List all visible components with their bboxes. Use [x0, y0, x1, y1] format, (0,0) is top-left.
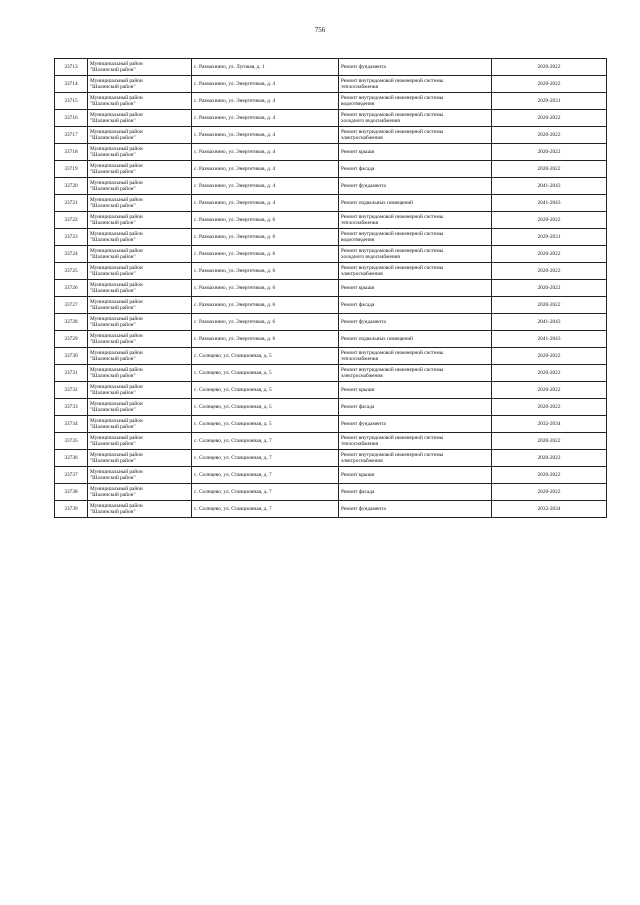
address-cell: с. Солнцево, ул. Станционная, д. 5: [192, 348, 339, 365]
address-cell: с. Размахнино, ул. Энергетиков, д. 4: [192, 127, 339, 144]
table-row: [55, 195, 607, 212]
address-cell: с. Размахнино, ул. Энергетиков, д. 6: [192, 229, 339, 246]
municipality-cell: [88, 93, 192, 110]
work-type-cell: [339, 144, 492, 161]
municipality-line: Муниципальный район: [90, 197, 143, 203]
municipality-cell: [88, 433, 192, 450]
municipality-cell: [88, 450, 192, 467]
work-type-line-2: электроснабжения: [341, 135, 383, 141]
municipality-line: Муниципальный район: [90, 248, 143, 254]
municipality-name-line: "Шалинский район": [90, 339, 136, 345]
municipality-line: Муниципальный район: [90, 265, 143, 271]
municipality-cell: [88, 314, 192, 331]
municipality-line: Муниципальный район: [90, 214, 143, 220]
work-type-line: Ремонт внутридомовой инженерной системы: [341, 95, 444, 101]
work-type-cell: [339, 229, 492, 246]
municipality-name-line: "Шалинский район": [90, 84, 136, 90]
address-cell: с. Размахнино, ул. Энергетиков, д. 4: [192, 93, 339, 110]
work-type-line-2: электроснабжения: [341, 458, 383, 464]
municipality-line: Муниципальный район: [90, 299, 143, 305]
work-type-line: Ремонт фасада: [341, 404, 375, 410]
period-cell: 2020-2022: [492, 144, 607, 161]
municipality-name-line: "Шалинский район": [90, 322, 136, 328]
address-cell: с. Размахнино, ул. Энергетиков, д. 6: [192, 331, 339, 348]
municipality-name-line: "Шалинский район": [90, 509, 136, 515]
registry-table-body: [55, 59, 607, 518]
municipality-cell: [88, 467, 192, 484]
table-row: [55, 433, 607, 450]
table-row: [55, 416, 607, 433]
municipality-line: Муниципальный район: [90, 503, 143, 509]
row-number-cell: 33730: [55, 348, 88, 365]
work-type-cell: [339, 450, 492, 467]
table-row: [55, 144, 607, 161]
table-row: [55, 110, 607, 127]
row-number-cell: 33726: [55, 280, 88, 297]
municipality-line: Муниципальный район: [90, 316, 143, 322]
work-type-line-2: водоотведения: [341, 101, 375, 107]
table-row: [55, 331, 607, 348]
row-number-cell: 33739: [55, 501, 88, 518]
municipality-cell: [88, 212, 192, 229]
row-number-cell: 33737: [55, 467, 88, 484]
municipality-line: Муниципальный район: [90, 350, 143, 356]
table-row: [55, 212, 607, 229]
address-cell: с. Размахнино, ул. Луговая, д. 1: [192, 59, 339, 76]
table-row: [55, 229, 607, 246]
work-type-cell: [339, 501, 492, 518]
work-type-line-2: холодного водоснабжения: [341, 118, 400, 124]
municipality-line: Муниципальный район: [90, 469, 143, 475]
period-cell: 2041-2043: [492, 314, 607, 331]
municipality-name-line: "Шалинский район": [90, 407, 136, 413]
address-cell: с. Солнцево, ул. Станционная, д. 7: [192, 467, 339, 484]
municipality-name-line: "Шалинский район": [90, 152, 136, 158]
address-cell: с. Размахнино, ул. Энергетиков, д. 4: [192, 178, 339, 195]
period-cell: 2020-2022: [492, 484, 607, 501]
row-number-cell: 33722: [55, 212, 88, 229]
work-type-cell: [339, 416, 492, 433]
row-number-cell: 33727: [55, 297, 88, 314]
municipality-name-line: "Шалинский район": [90, 169, 136, 175]
period-cell: 2020-2022: [492, 110, 607, 127]
row-number-cell: 33720: [55, 178, 88, 195]
period-cell: 2020-2022: [492, 246, 607, 263]
row-number-cell: 33718: [55, 144, 88, 161]
municipality-line: Муниципальный район: [90, 401, 143, 407]
table-row: [55, 93, 607, 110]
row-number-cell: 33738: [55, 484, 88, 501]
work-type-cell: [339, 59, 492, 76]
municipality-line: Муниципальный район: [90, 435, 143, 441]
work-type-line-2: теплоснабжения: [341, 84, 379, 90]
table-row: [55, 501, 607, 518]
period-cell: 2020-2022: [492, 127, 607, 144]
municipality-cell: [88, 59, 192, 76]
row-number-cell: 33715: [55, 93, 88, 110]
municipality-line: Муниципальный район: [90, 384, 143, 390]
work-type-line: Ремонт подвальных помещений: [341, 200, 413, 206]
work-type-line: Ремонт крыши: [341, 472, 375, 478]
municipality-cell: [88, 484, 192, 501]
row-number-cell: 33713: [55, 59, 88, 76]
row-number-cell: 33734: [55, 416, 88, 433]
work-type-line: Ремонт внутридомовой инженерной системы: [341, 129, 444, 135]
table-row: [55, 161, 607, 178]
municipality-cell: [88, 144, 192, 161]
work-type-line: Ремонт внутридомовой инженерной системы: [341, 350, 444, 356]
period-cell: 2020-2022: [492, 348, 607, 365]
page-number: 756: [314, 26, 326, 34]
work-type-cell: [339, 348, 492, 365]
work-type-line: Ремонт внутридомовой инженерной системы: [341, 265, 444, 271]
municipality-cell: [88, 399, 192, 416]
municipality-line: Муниципальный район: [90, 129, 143, 135]
period-cell: 2041-2043: [492, 331, 607, 348]
address-cell: с. Размахнино, ул. Энергетиков, д. 6: [192, 246, 339, 263]
row-number-cell: 33719: [55, 161, 88, 178]
row-number-cell: 33716: [55, 110, 88, 127]
work-type-line-2: теплоснабжения: [341, 441, 379, 447]
municipality-line: Муниципальный район: [90, 333, 143, 339]
work-type-cell: [339, 484, 492, 501]
municipality-cell: [88, 348, 192, 365]
municipality-name-line: "Шалинский район": [90, 237, 136, 243]
municipality-name-line: "Шалинский район": [90, 458, 136, 464]
municipality-name-line: "Шалинский район": [90, 305, 136, 311]
work-type-line: Ремонт фундамента: [341, 64, 386, 70]
municipality-name-line: "Шалинский район": [90, 118, 136, 124]
table-row: [55, 382, 607, 399]
work-type-cell: [339, 263, 492, 280]
municipality-name-line: "Шалинский район": [90, 475, 136, 481]
work-type-cell: [339, 161, 492, 178]
municipality-line: Муниципальный район: [90, 231, 143, 237]
period-cell: 2020-2022: [492, 161, 607, 178]
address-cell: с. Солнцево, ул. Станционная, д. 5: [192, 416, 339, 433]
address-cell: с. Солнцево, ул. Станционная, д. 5: [192, 365, 339, 382]
period-cell: 2020-2022: [492, 399, 607, 416]
row-number-cell: 33725: [55, 263, 88, 280]
row-number-cell: 33732: [55, 382, 88, 399]
municipality-cell: [88, 110, 192, 127]
municipality-cell: [88, 195, 192, 212]
municipality-line: Муниципальный район: [90, 78, 143, 84]
table-row: [55, 178, 607, 195]
address-cell: с. Размахнино, ул. Энергетиков, д. 6: [192, 263, 339, 280]
address-cell: с. Солнцево, ул. Станционная, д. 7: [192, 484, 339, 501]
row-number-cell: 33717: [55, 127, 88, 144]
work-type-cell: [339, 433, 492, 450]
period-cell: 2032-2034: [492, 416, 607, 433]
municipality-name-line: "Шалинский район": [90, 441, 136, 447]
address-cell: с. Размахнино, ул. Энергетиков, д. 4: [192, 195, 339, 212]
work-type-line: Ремонт фасада: [341, 166, 375, 172]
municipality-line: Муниципальный район: [90, 95, 143, 101]
work-type-cell: [339, 280, 492, 297]
municipality-name-line: "Шалинский район": [90, 373, 136, 379]
row-number-cell: 33733: [55, 399, 88, 416]
work-type-cell: [339, 212, 492, 229]
work-type-line-2: теплоснабжения: [341, 220, 379, 226]
work-type-cell: [339, 246, 492, 263]
municipality-name-line: "Шалинский район": [90, 186, 136, 192]
table-row: [55, 467, 607, 484]
table-row: [55, 365, 607, 382]
work-type-line: Ремонт крыши: [341, 149, 375, 155]
municipality-line: Муниципальный район: [90, 61, 143, 67]
municipality-cell: [88, 501, 192, 518]
work-type-cell: [339, 76, 492, 93]
address-cell: с. Размахнино, ул. Энергетиков, д. 6: [192, 280, 339, 297]
table-row: [55, 263, 607, 280]
work-type-line-2: электроснабжения: [341, 373, 383, 379]
work-type-line: Ремонт внутридомовой инженерной системы: [341, 231, 444, 237]
table-row: [55, 246, 607, 263]
municipality-name-line: "Шалинский район": [90, 203, 136, 209]
work-type-cell: [339, 365, 492, 382]
work-type-cell: [339, 399, 492, 416]
municipality-line: Муниципальный район: [90, 452, 143, 458]
work-type-line: Ремонт внутридомовой инженерной системы: [341, 214, 444, 220]
address-cell: с. Размахнино, ул. Энергетиков, д. 6: [192, 212, 339, 229]
municipality-cell: [88, 229, 192, 246]
period-cell: 2020-2022: [492, 467, 607, 484]
address-cell: с. Солнцево, ул. Станционная, д. 5: [192, 399, 339, 416]
municipality-line: Муниципальный район: [90, 112, 143, 118]
period-cell: 2029-2031: [492, 93, 607, 110]
period-cell: 2020-2022: [492, 59, 607, 76]
work-type-cell: [339, 297, 492, 314]
work-type-cell: [339, 93, 492, 110]
municipality-cell: [88, 178, 192, 195]
period-cell: 2020-2022: [492, 382, 607, 399]
table-row: [55, 127, 607, 144]
row-number-cell: 33721: [55, 195, 88, 212]
period-cell: 2029-2031: [492, 229, 607, 246]
period-cell: 2041-2043: [492, 195, 607, 212]
period-cell: 2020-2022: [492, 263, 607, 280]
period-cell: 2020-2022: [492, 433, 607, 450]
work-type-line: Ремонт фундамента: [341, 421, 386, 427]
work-type-line: Ремонт фасада: [341, 489, 375, 495]
work-type-cell: [339, 331, 492, 348]
municipality-line: Муниципальный район: [90, 146, 143, 152]
address-cell: с. Размахнино, ул. Энергетиков, д. 4: [192, 110, 339, 127]
work-type-line: Ремонт крыши: [341, 285, 375, 291]
municipality-name-line: "Шалинский район": [90, 254, 136, 260]
municipality-name-line: "Шалинский район": [90, 220, 136, 226]
work-type-line-2: теплоснабжения: [341, 356, 379, 362]
municipality-line: Муниципальный район: [90, 180, 143, 186]
work-type-cell: [339, 195, 492, 212]
row-number-cell: 33736: [55, 450, 88, 467]
work-type-line: Ремонт фундамента: [341, 319, 386, 325]
work-type-line-2: водоотведения: [341, 237, 375, 243]
municipality-cell: [88, 263, 192, 280]
work-type-line: Ремонт внутридомовой инженерной системы: [341, 112, 444, 118]
municipality-cell: [88, 365, 192, 382]
municipality-name-line: "Шалинский район": [90, 67, 136, 73]
period-cell: 2041-2043: [492, 178, 607, 195]
municipality-cell: [88, 161, 192, 178]
municipality-name-line: "Шалинский район": [90, 390, 136, 396]
work-type-line: Ремонт подвальных помещений: [341, 336, 413, 342]
row-number-cell: 33724: [55, 246, 88, 263]
municipality-cell: [88, 76, 192, 93]
period-cell: 2020-2022: [492, 76, 607, 93]
work-type-line: Ремонт фундамента: [341, 183, 386, 189]
municipality-cell: [88, 382, 192, 399]
row-number-cell: 33735: [55, 433, 88, 450]
period-cell: 2020-2022: [492, 450, 607, 467]
municipality-cell: [88, 246, 192, 263]
address-cell: с. Солнцево, ул. Станционная, д. 7: [192, 450, 339, 467]
address-cell: с. Размахнино, ул. Энергетиков, д. 4: [192, 161, 339, 178]
address-cell: с. Размахнино, ул. Энергетиков, д. 6: [192, 297, 339, 314]
municipality-cell: [88, 127, 192, 144]
work-type-cell: [339, 178, 492, 195]
table-row: [55, 59, 607, 76]
work-type-cell: [339, 467, 492, 484]
address-cell: с. Солнцево, ул. Станционная, д. 5: [192, 382, 339, 399]
address-cell: с. Размахнино, ул. Энергетиков, д. 4: [192, 76, 339, 93]
work-type-line-2: электроснабжения: [341, 271, 383, 277]
municipality-cell: [88, 297, 192, 314]
work-type-cell: [339, 314, 492, 331]
row-number-cell: 33723: [55, 229, 88, 246]
table-row: [55, 450, 607, 467]
municipality-name-line: "Шалинский район": [90, 492, 136, 498]
period-cell: 2020-2022: [492, 212, 607, 229]
municipality-cell: [88, 416, 192, 433]
municipality-name-line: "Шалинский район": [90, 356, 136, 362]
work-type-line-2: холодного водоснабжения: [341, 254, 400, 260]
work-type-line: Ремонт внутридомовой инженерной системы: [341, 248, 444, 254]
work-type-cell: [339, 127, 492, 144]
municipality-line: Муниципальный район: [90, 282, 143, 288]
municipality-line: Муниципальный район: [90, 486, 143, 492]
work-type-line: Ремонт внутридомовой инженерной системы: [341, 435, 444, 441]
period-cell: 2020-2022: [492, 365, 607, 382]
work-type-line: Ремонт внутридомовой инженерной системы: [341, 367, 444, 373]
work-type-line: Ремонт крыши: [341, 387, 375, 393]
row-number-cell: 33731: [55, 365, 88, 382]
work-type-line: Ремонт фундамента: [341, 506, 386, 512]
municipality-line: Муниципальный район: [90, 163, 143, 169]
municipality-cell: [88, 280, 192, 297]
work-type-line: Ремонт внутридомовой инженерной системы: [341, 78, 444, 84]
work-type-line: Ремонт фасада: [341, 302, 375, 308]
municipality-name-line: "Шалинский район": [90, 135, 136, 141]
municipality-name-line: "Шалинский район": [90, 101, 136, 107]
table-row: [55, 348, 607, 365]
period-cell: 2020-2022: [492, 297, 607, 314]
row-number-cell: 33728: [55, 314, 88, 331]
work-type-cell: [339, 110, 492, 127]
period-cell: 2032-2034: [492, 501, 607, 518]
row-number-cell: 33714: [55, 76, 88, 93]
registry-table: [54, 58, 607, 518]
table-row: [55, 314, 607, 331]
table-row: [55, 280, 607, 297]
municipality-line: Муниципальный район: [90, 418, 143, 424]
address-cell: с. Размахнино, ул. Энергетиков, д. 6: [192, 314, 339, 331]
address-cell: с. Солнцево, ул. Станционная, д. 7: [192, 433, 339, 450]
table-row: [55, 297, 607, 314]
work-type-line: Ремонт внутридомовой инженерной системы: [341, 452, 444, 458]
table-row: [55, 76, 607, 93]
municipality-name-line: "Шалинский район": [90, 424, 136, 430]
municipality-cell: [88, 331, 192, 348]
table-row: [55, 484, 607, 501]
address-cell: с. Солнцево, ул. Станционная, д. 7: [192, 501, 339, 518]
period-cell: 2020-2022: [492, 280, 607, 297]
work-type-cell: [339, 382, 492, 399]
municipality-name-line: "Шалинский район": [90, 288, 136, 294]
table-row: [55, 399, 607, 416]
municipality-line: Муниципальный район: [90, 367, 143, 373]
municipality-name-line: "Шалинский район": [90, 271, 136, 277]
row-number-cell: 33729: [55, 331, 88, 348]
address-cell: с. Размахнино, ул. Энергетиков, д. 4: [192, 144, 339, 161]
